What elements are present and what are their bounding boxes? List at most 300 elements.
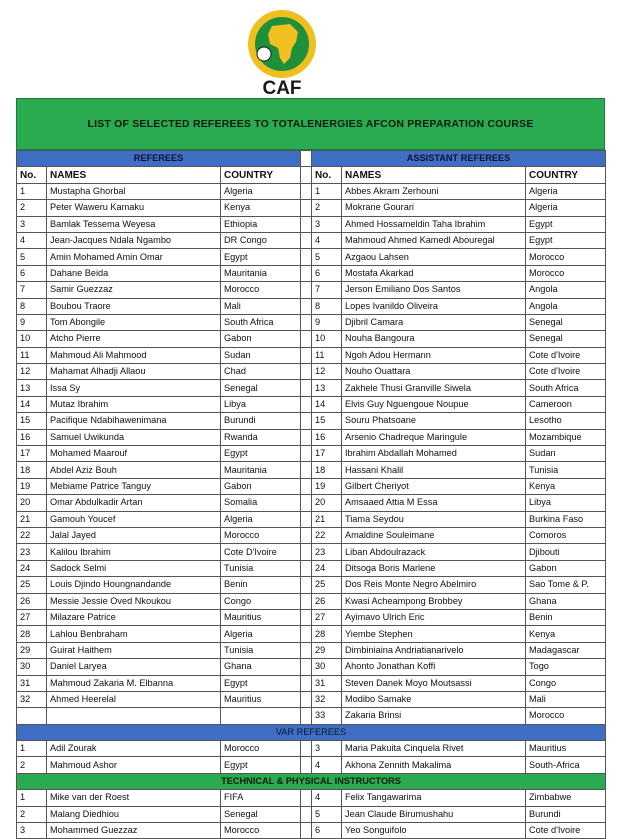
referee-name: Samir Guezzaz xyxy=(47,282,221,298)
var-name: Maria Pakuita Cinquela Rivet xyxy=(342,741,526,757)
assistant-country: Mozambique xyxy=(526,429,606,445)
table-row xyxy=(17,249,606,265)
assistant-name: Zakhele Thusi Granville Siwela xyxy=(342,380,526,396)
assistant-country: Cote d'Ivoire xyxy=(526,364,606,380)
referee-country xyxy=(221,708,301,724)
country-header: COUNTRY xyxy=(221,167,301,183)
referee-table xyxy=(16,150,606,839)
assistant-name: Azgaou Lahsen xyxy=(342,249,526,265)
assistant-country: Lesotho xyxy=(526,413,606,429)
referee-country: Ghana xyxy=(221,659,301,675)
assistant-country: Sudan xyxy=(526,446,606,462)
var-no: 1 xyxy=(17,741,47,757)
table-row xyxy=(17,708,606,724)
var-name: Adil Zourak xyxy=(47,741,221,757)
assistant-name: Ahonto Jonathan Koffi xyxy=(342,659,526,675)
column-gap xyxy=(301,626,312,642)
column-gap xyxy=(301,413,312,429)
referee-name: Kalilou Ibrahim xyxy=(47,544,221,560)
assistant-country: Senegal xyxy=(526,331,606,347)
technical-no: 4 xyxy=(312,790,342,806)
assistant-country: Algeria xyxy=(526,183,606,199)
assistant-name: Steven Danek Moyo Moutsassi xyxy=(342,675,526,691)
referee-country: Tunisia xyxy=(221,642,301,658)
no-header: No. xyxy=(17,167,47,183)
assistant-country: Senegal xyxy=(526,314,606,330)
var-referees-heading-row xyxy=(17,724,606,740)
assistant-country: Burkina Faso xyxy=(526,511,606,527)
column-gap xyxy=(301,232,312,248)
technical-name: Mohammed Guezzaz xyxy=(47,823,221,839)
assistant-country: Algeria xyxy=(526,200,606,216)
column-gap xyxy=(301,593,312,609)
referee-name: Mohamed Maarouf xyxy=(47,446,221,462)
referee-name: Mustapha Ghorbal xyxy=(47,183,221,199)
assistant-country: Comoros xyxy=(526,527,606,543)
assistant-name: Mostafa Akarkad xyxy=(342,265,526,281)
assistant-no: 16 xyxy=(312,429,342,445)
technical-country: Cote d'Ivoire xyxy=(526,823,606,839)
column-gap xyxy=(301,527,312,543)
referee-no: 17 xyxy=(17,446,47,462)
column-gap xyxy=(301,544,312,560)
technical-instructors-heading: TECHNICAL & PHYSICAL INSTRUCTORS xyxy=(17,773,606,789)
referee-country: Senegal xyxy=(221,380,301,396)
assistant-no: 5 xyxy=(312,249,342,265)
column-gap xyxy=(301,691,312,707)
referee-no: 28 xyxy=(17,626,47,642)
assistant-no: 27 xyxy=(312,609,342,625)
technical-instructors-heading-row xyxy=(17,773,606,789)
column-gap xyxy=(301,560,312,576)
referee-no: 18 xyxy=(17,462,47,478)
table-row xyxy=(17,675,606,691)
table-row xyxy=(17,380,606,396)
column-header-row xyxy=(17,167,606,183)
table-row xyxy=(17,429,606,445)
referee-no: 29 xyxy=(17,642,47,658)
technical-country: Burundi xyxy=(526,806,606,822)
referee-no: 26 xyxy=(17,593,47,609)
table-row xyxy=(17,347,606,363)
assistant-no: 11 xyxy=(312,347,342,363)
assistant-referees-heading: ASSISTANT REFEREES xyxy=(312,151,606,167)
referee-no: 21 xyxy=(17,511,47,527)
referee-name: Jalal Jayed xyxy=(47,527,221,543)
assistant-name: Liban Abdoulrazack xyxy=(342,544,526,560)
assistant-no: 17 xyxy=(312,446,342,462)
column-gap xyxy=(301,609,312,625)
referee-no: 5 xyxy=(17,249,47,265)
assistant-name: Ibrahim Abdallah Mohamed xyxy=(342,446,526,462)
referee-name: Boubou Traore xyxy=(47,298,221,314)
referee-country: Mauritania xyxy=(221,265,301,281)
assistant-country: Djibouti xyxy=(526,544,606,560)
referee-country: Libya xyxy=(221,396,301,412)
technical-name: Yeo Songuifolo xyxy=(342,823,526,839)
assistant-country: Sao Tome & P. xyxy=(526,577,606,593)
referee-name: Mutaz Ibrahim xyxy=(47,396,221,412)
column-gap xyxy=(301,446,312,462)
logo-text: CAF xyxy=(262,78,302,98)
table-row xyxy=(17,527,606,543)
var-referees-heading: VAR REFEREES xyxy=(17,724,606,740)
referee-no: 23 xyxy=(17,544,47,560)
football-icon xyxy=(257,47,271,61)
column-gap xyxy=(301,347,312,363)
table-body xyxy=(17,151,606,839)
referee-name: Milazare Patrice xyxy=(47,609,221,625)
column-gap xyxy=(301,823,312,839)
assistant-no: 18 xyxy=(312,462,342,478)
assistant-name: Ditsoga Boris Marlene xyxy=(342,560,526,576)
referee-no: 24 xyxy=(17,560,47,576)
assistant-no: 9 xyxy=(312,314,342,330)
column-gap xyxy=(301,511,312,527)
referee-no: 4 xyxy=(17,232,47,248)
technical-country: FIFA xyxy=(221,790,301,806)
assistant-country: South Africa xyxy=(526,380,606,396)
assistant-no: 3 xyxy=(312,216,342,232)
assistant-country: Benin xyxy=(526,609,606,625)
column-gap xyxy=(301,364,312,380)
referee-no: 11 xyxy=(17,347,47,363)
technical-name: Malang Diedhiou xyxy=(47,806,221,822)
table-row xyxy=(17,478,606,494)
assistant-no: 10 xyxy=(312,331,342,347)
referee-no: 32 xyxy=(17,691,47,707)
referee-name: Daniel Laryea xyxy=(47,659,221,675)
var-country: Mauritius xyxy=(526,741,606,757)
referee-name: Gamouh Youcef xyxy=(47,511,221,527)
table-row xyxy=(17,560,606,576)
referee-no: 10 xyxy=(17,331,47,347)
column-gap xyxy=(301,675,312,691)
assistant-country: Cameroon xyxy=(526,396,606,412)
column-gap xyxy=(301,478,312,494)
referee-name: Amin Mohamed Amin Omar xyxy=(47,249,221,265)
table-row xyxy=(17,200,606,216)
assistant-no: 29 xyxy=(312,642,342,658)
referee-no: 19 xyxy=(17,478,47,494)
referee-no: 16 xyxy=(17,429,47,445)
column-gap xyxy=(301,151,312,167)
referee-name: Sadock Selmi xyxy=(47,560,221,576)
assistant-no: 21 xyxy=(312,511,342,527)
assistant-name: Yiembe Stephen xyxy=(342,626,526,642)
assistant-country: Tunisia xyxy=(526,462,606,478)
technical-no: 1 xyxy=(17,790,47,806)
table-row xyxy=(17,659,606,675)
assistant-no: 30 xyxy=(312,659,342,675)
assistant-name: Ngoh Adou Hermann xyxy=(342,347,526,363)
assistant-country: Libya xyxy=(526,495,606,511)
assistant-country: Egypt xyxy=(526,232,606,248)
referee-name: Mahmoud Zakaria M. Elbanna xyxy=(47,675,221,691)
assistant-name: Nouho Ouattara xyxy=(342,364,526,380)
column-gap xyxy=(301,298,312,314)
referee-no: 7 xyxy=(17,282,47,298)
referee-no: 3 xyxy=(17,216,47,232)
table-row xyxy=(17,364,606,380)
assistant-country: Morocco xyxy=(526,708,606,724)
referee-country: Mali xyxy=(221,298,301,314)
assistant-no: 22 xyxy=(312,527,342,543)
column-gap xyxy=(301,282,312,298)
table-row xyxy=(17,495,606,511)
table-row xyxy=(17,593,606,609)
country-header: COUNTRY xyxy=(526,167,606,183)
table-row xyxy=(17,298,606,314)
table-row xyxy=(17,462,606,478)
referee-name: Mahmoud Ali Mahmood xyxy=(47,347,221,363)
names-header: NAMES xyxy=(342,167,526,183)
technical-no: 6 xyxy=(312,823,342,839)
column-gap xyxy=(301,642,312,658)
column-gap xyxy=(301,314,312,330)
assistant-name: Dos Reis Monte Negro Abelmiro xyxy=(342,577,526,593)
referee-name: Mebiame Patrice Tanguy xyxy=(47,478,221,494)
referee-no: 31 xyxy=(17,675,47,691)
referee-country: Cote D'Ivoire xyxy=(221,544,301,560)
assistant-name: Djibril Camara xyxy=(342,314,526,330)
table-row xyxy=(17,183,606,199)
table-row xyxy=(17,544,606,560)
assistant-name: Abbes Akram Zerhouni xyxy=(342,183,526,199)
assistant-no: 20 xyxy=(312,495,342,511)
table-row xyxy=(17,806,606,822)
table-row xyxy=(17,396,606,412)
referee-country: Mauritius xyxy=(221,609,301,625)
referee-no: 2 xyxy=(17,200,47,216)
assistant-country: Gabon xyxy=(526,560,606,576)
assistant-name: Kwasi Acheampong Brobbey xyxy=(342,593,526,609)
referee-no: 8 xyxy=(17,298,47,314)
assistant-name: Dimbiniaina Andriatianarivelo xyxy=(342,642,526,658)
table-row xyxy=(17,413,606,429)
table-row xyxy=(17,626,606,642)
assistant-no: 13 xyxy=(312,380,342,396)
assistant-no: 28 xyxy=(312,626,342,642)
assistant-no: 33 xyxy=(312,708,342,724)
referee-name: Dahane Beida xyxy=(47,265,221,281)
table-row xyxy=(17,511,606,527)
assistant-country: Kenya xyxy=(526,478,606,494)
column-gap xyxy=(301,741,312,757)
referee-country: Chad xyxy=(221,364,301,380)
referee-country: Ethiopia xyxy=(221,216,301,232)
assistant-name: Mahmoud Ahmed Kamedl Abouregal xyxy=(342,232,526,248)
assistant-name: Arsenio Chadreque Maringule xyxy=(342,429,526,445)
column-gap xyxy=(301,265,312,281)
var-country: South-Africa xyxy=(526,757,606,773)
assistant-name: Ayimavo Ulrich Eric xyxy=(342,609,526,625)
referee-name: Issa Sy xyxy=(47,380,221,396)
assistant-country: Morocco xyxy=(526,249,606,265)
referee-country: DR Congo xyxy=(221,232,301,248)
referee-name: Tom Abongile xyxy=(47,314,221,330)
page-title: LIST OF SELECTED REFEREES TO TOTALENERGIES AFCON PREPARATION COURSE xyxy=(87,118,534,130)
table-row xyxy=(17,216,606,232)
assistant-country: Morocco xyxy=(526,265,606,281)
assistant-country: Angola xyxy=(526,282,606,298)
title-banner xyxy=(16,98,605,150)
column-gap xyxy=(301,462,312,478)
assistant-country: Madagascar xyxy=(526,642,606,658)
var-no: 4 xyxy=(312,757,342,773)
assistant-name: Ahmed Hossameldin Taha Ibrahim xyxy=(342,216,526,232)
assistant-no: 14 xyxy=(312,396,342,412)
referee-name xyxy=(47,708,221,724)
column-gap xyxy=(301,577,312,593)
assistant-name: Amaldine Souleimane xyxy=(342,527,526,543)
assistant-no: 32 xyxy=(312,691,342,707)
referee-name: Omar Abdulkadir Artan xyxy=(47,495,221,511)
referee-name: Atcho Pierre xyxy=(47,331,221,347)
column-gap xyxy=(301,200,312,216)
referee-country: Algeria xyxy=(221,183,301,199)
assistant-no: 7 xyxy=(312,282,342,298)
names-header: NAMES xyxy=(47,167,221,183)
referee-country: South Africa xyxy=(221,314,301,330)
table-row xyxy=(17,642,606,658)
column-gap xyxy=(301,757,312,773)
referee-no: 27 xyxy=(17,609,47,625)
referee-country: Benin xyxy=(221,577,301,593)
referee-country: Gabon xyxy=(221,478,301,494)
column-gap xyxy=(301,249,312,265)
referee-no: 12 xyxy=(17,364,47,380)
var-no: 2 xyxy=(17,757,47,773)
referee-name: Ahmed Heerelal xyxy=(47,691,221,707)
referee-no: 22 xyxy=(17,527,47,543)
column-gap xyxy=(301,495,312,511)
assistant-name: Amsaaed Attia M Essa xyxy=(342,495,526,511)
assistant-name: Modibo Samake xyxy=(342,691,526,707)
referee-name: Louis Djindo Houngnandande xyxy=(47,577,221,593)
table-row xyxy=(17,741,606,757)
column-gap xyxy=(301,331,312,347)
assistant-no: 6 xyxy=(312,265,342,281)
referee-name: Mahamat Alhadji Allaou xyxy=(47,364,221,380)
assistant-country: Egypt xyxy=(526,216,606,232)
referee-name: Lahlou Benbraham xyxy=(47,626,221,642)
var-country: Egypt xyxy=(221,757,301,773)
column-gap xyxy=(301,216,312,232)
assistant-name: Mokrane Gourari xyxy=(342,200,526,216)
assistant-country: Togo xyxy=(526,659,606,675)
assistant-name: Nouha Bangoura xyxy=(342,331,526,347)
assistant-no: 19 xyxy=(312,478,342,494)
referee-country: Tunisia xyxy=(221,560,301,576)
assistant-country: Kenya xyxy=(526,626,606,642)
referee-no: 30 xyxy=(17,659,47,675)
column-gap xyxy=(301,790,312,806)
referee-name: Guirat Haithem xyxy=(47,642,221,658)
assistant-no: 23 xyxy=(312,544,342,560)
assistant-no: 15 xyxy=(312,413,342,429)
referee-no: 15 xyxy=(17,413,47,429)
referee-country: Egypt xyxy=(221,446,301,462)
assistant-name: Lopes Ivanildo Oliveira xyxy=(342,298,526,314)
table-row xyxy=(17,823,606,839)
referee-country: Sudan xyxy=(221,347,301,363)
technical-country: Zimbabwe xyxy=(526,790,606,806)
var-name: Mahmoud Ashor xyxy=(47,757,221,773)
table-row xyxy=(17,446,606,462)
referee-country: Egypt xyxy=(221,675,301,691)
table-row xyxy=(17,691,606,707)
table-row xyxy=(17,232,606,248)
assistant-no: 31 xyxy=(312,675,342,691)
referee-no: 6 xyxy=(17,265,47,281)
referee-country: Burundi xyxy=(221,413,301,429)
assistant-no: 25 xyxy=(312,577,342,593)
column-gap xyxy=(301,380,312,396)
technical-name: Mike van der Roest xyxy=(47,790,221,806)
column-gap xyxy=(301,429,312,445)
referee-country: Congo xyxy=(221,593,301,609)
referee-country: Gabon xyxy=(221,331,301,347)
assistant-name: Elvis Guy Nguengoue Noupue xyxy=(342,396,526,412)
table-row xyxy=(17,609,606,625)
assistant-no: 8 xyxy=(312,298,342,314)
table-row xyxy=(17,790,606,806)
column-gap xyxy=(301,659,312,675)
column-gap xyxy=(301,806,312,822)
referee-name: Bamlak Tessema Weyesa xyxy=(47,216,221,232)
no-header: No. xyxy=(312,167,342,183)
referee-no: 1 xyxy=(17,183,47,199)
assistant-country: Angola xyxy=(526,298,606,314)
table-row xyxy=(17,282,606,298)
assistant-no: 2 xyxy=(312,200,342,216)
assistant-name: Hassani Khalil xyxy=(342,462,526,478)
referee-name: Peter Waweru Kamaku xyxy=(47,200,221,216)
referee-country: Somalia xyxy=(221,495,301,511)
referee-no xyxy=(17,708,47,724)
assistant-country: Mali xyxy=(526,691,606,707)
referee-country: Morocco xyxy=(221,527,301,543)
assistant-no: 4 xyxy=(312,232,342,248)
technical-no: 2 xyxy=(17,806,47,822)
table-row xyxy=(17,265,606,281)
var-country: Morocco xyxy=(221,741,301,757)
table-row xyxy=(17,314,606,330)
assistant-no: 26 xyxy=(312,593,342,609)
referee-name: Samuel Uwikunda xyxy=(47,429,221,445)
assistant-name: Tiama Seydou xyxy=(342,511,526,527)
assistant-name: Gilbert Cheriyot xyxy=(342,478,526,494)
assistant-name: Jerson Emiliano Dos Santos xyxy=(342,282,526,298)
assistant-no: 1 xyxy=(312,183,342,199)
column-gap xyxy=(301,167,312,183)
referee-no: 13 xyxy=(17,380,47,396)
column-gap xyxy=(301,396,312,412)
column-gap xyxy=(301,183,312,199)
referee-no: 25 xyxy=(17,577,47,593)
referee-country: Morocco xyxy=(221,282,301,298)
referee-no: 14 xyxy=(17,396,47,412)
referee-name: Pacifique Ndabihawenimana xyxy=(47,413,221,429)
technical-country: Senegal xyxy=(221,806,301,822)
assistant-no: 12 xyxy=(312,364,342,380)
referee-name: Jean-Jacques Ndala Ngambo xyxy=(47,232,221,248)
technical-name: Felix Tangawarima xyxy=(342,790,526,806)
assistant-name: Zakaria Brinsi xyxy=(342,708,526,724)
referees-heading: REFEREES xyxy=(17,151,301,167)
table-row xyxy=(17,577,606,593)
